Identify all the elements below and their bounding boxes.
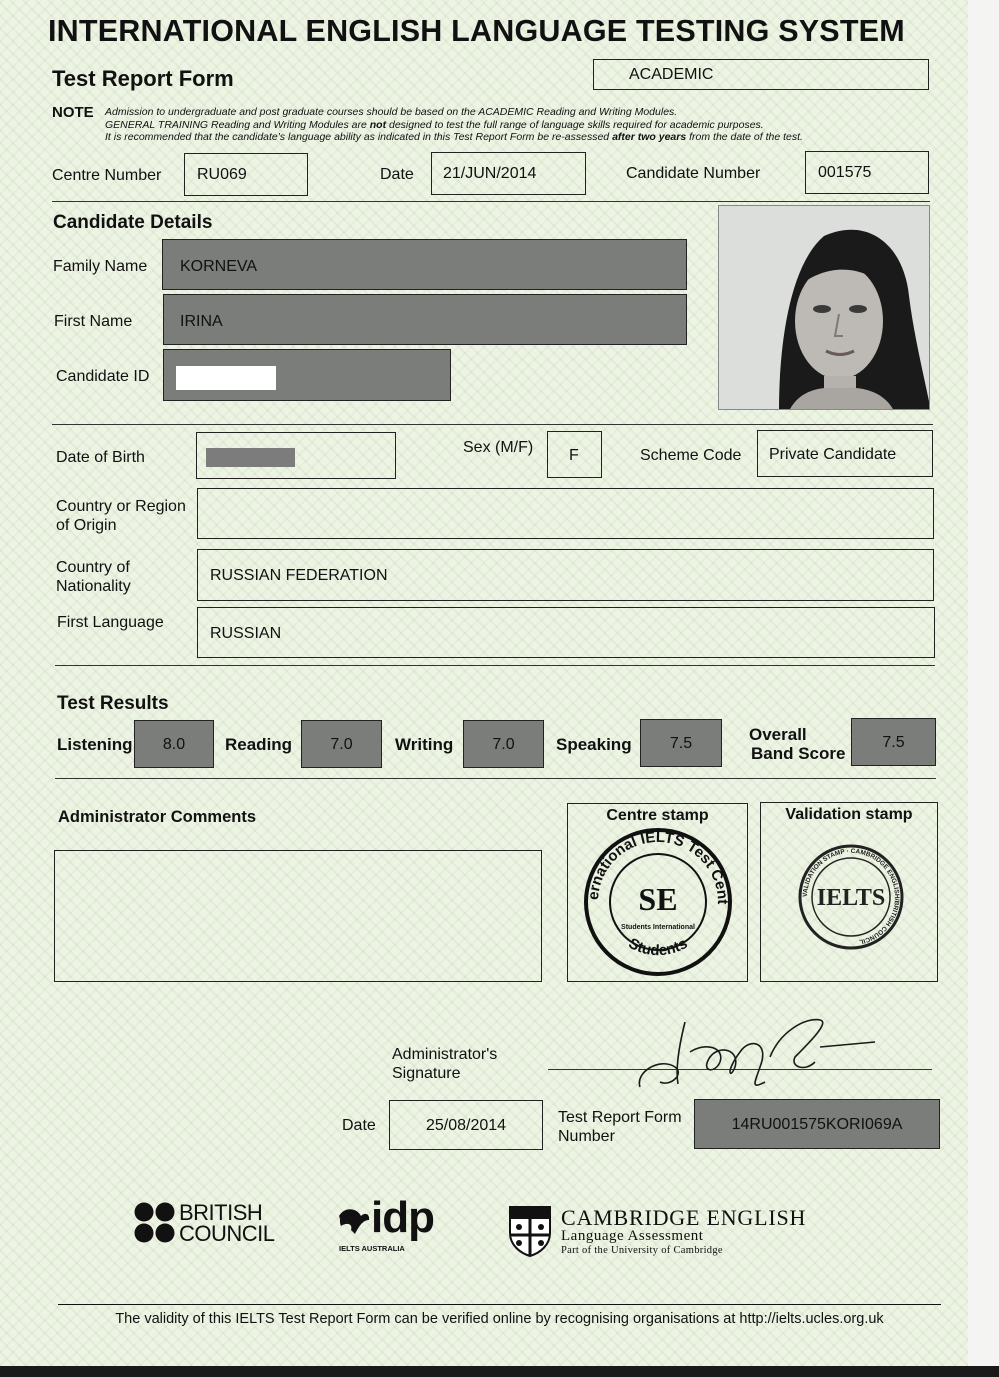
validation-stamp-label: Validation stamp [785, 806, 913, 823]
admin-comments-label: Administrator Comments [58, 808, 257, 826]
listening-label: Listening [57, 735, 133, 754]
footer-verification-text: The validity of this IELTS Test Report Form can be verified online by recognising organisations at http://ielts.ucles.org.uk [115, 1311, 884, 1327]
trf-number-label: Test Report Form Number [558, 1109, 682, 1145]
test-results-title: Test Results [57, 693, 169, 714]
sex-label: Sex (M/F) [463, 439, 534, 456]
scan-edge [0, 1366, 999, 1377]
british-council-text-2: COUNCIL [179, 1221, 275, 1246]
british-council-text-1: BRITISH [179, 1200, 263, 1225]
centre-stamp-logo: SE [638, 881, 678, 917]
first-name-label: First Name [54, 313, 133, 330]
overall-band-label: Overall Band Score [749, 725, 846, 763]
dob-label: Date of Birth [56, 449, 145, 466]
divider [52, 424, 933, 425]
dob-redaction [206, 448, 295, 467]
sex-value: F [569, 447, 579, 464]
cambridge-text-2: Language Assessment [561, 1228, 704, 1244]
centre-stamp-ring-bottom: Students [625, 934, 691, 960]
candidate-id-label: Candidate ID [56, 368, 150, 385]
cambridge-english-logo [508, 1205, 828, 1259]
centre-stamp-label: Centre stamp [606, 807, 709, 824]
note-line-2: GENERAL TRAINING Reading and Writing Modules are not designed to test the full range of language skills required for academic purposes. [105, 119, 764, 131]
writing-score: 7.0 [492, 736, 515, 753]
overall-score: 7.5 [882, 734, 905, 751]
reading-score: 7.0 [330, 736, 353, 753]
reading-label: Reading [225, 735, 293, 754]
footer-divider [58, 1304, 941, 1305]
svg-text:Students [626, 935, 691, 959]
family-name-label: Family Name [53, 258, 148, 275]
test-date-value: 21/JUN/2014 [443, 165, 537, 182]
cambridge-text-1: CAMBRIDGE ENGLISH [561, 1205, 807, 1230]
validation-stamp-seal [797, 843, 905, 951]
note-line-3: It is recommended that the candidate's language ability as indicated in this Test Report Form be re-assessed after two years from the date of the test. [105, 131, 803, 143]
cambridge-shield-icon [508, 1205, 552, 1257]
writing-label: Writing [395, 735, 454, 754]
idp-logo [337, 1193, 441, 1255]
divider [52, 201, 930, 202]
origin-box [197, 488, 934, 539]
note-label: NOTE [52, 104, 94, 121]
first-language-value: RUSSIAN [210, 625, 282, 642]
centre-stamp-seal [579, 826, 737, 978]
document-title: INTERNATIONAL ENGLISH LANGUAGE TESTING SYSTEM [48, 14, 905, 48]
scan-margin [968, 0, 999, 1377]
first-language-box [197, 607, 935, 658]
british-council-logo [134, 1202, 274, 1246]
issue-date-label: Date [342, 1117, 376, 1134]
british-council-dots-icon [134, 1202, 178, 1244]
first-name-box [163, 294, 687, 345]
speaking-label: Speaking [556, 735, 632, 754]
idp-subtext: IELTS AUSTRALIA [339, 1244, 405, 1253]
candidate-details-title: Candidate Details [53, 212, 213, 233]
test-date-label: Date [380, 166, 414, 183]
module-value: ACADEMIC [629, 66, 714, 83]
candidate-number-label: Candidate Number [626, 165, 761, 182]
centre-stamp-ring-top: ernational IELTS Test Cent [584, 828, 732, 905]
scheme-code-label: Scheme Code [640, 447, 742, 464]
validation-stamp-ring: VALIDATION STAMP · CAMBRIDGE ENGLISH/BRITISH COUNCIL [801, 847, 901, 946]
centre-number-value: RU069 [197, 166, 247, 183]
admin-comments-box [54, 850, 542, 982]
validation-stamp-logo: IELTS [816, 885, 886, 911]
centre-number-label: Centre Number [52, 167, 162, 184]
divider [55, 778, 936, 779]
first-language-label: First Language [57, 614, 164, 631]
family-name-value: KORNEVA [180, 258, 258, 275]
centre-stamp-sub: Students International [621, 924, 695, 931]
nationality-value: RUSSIAN FEDERATION [210, 567, 388, 584]
idp-text: idp [371, 1193, 434, 1242]
origin-label: Country or Region of Origin [56, 498, 186, 534]
divider [55, 665, 935, 666]
scheme-code-value: Private Candidate [769, 446, 897, 463]
listening-score: 8.0 [162, 736, 186, 753]
idp-bird-icon [337, 1204, 371, 1240]
first-name-value: IRINA [180, 313, 223, 330]
cambridge-text-3: Part of the University of Cambridge [561, 1245, 723, 1256]
trf-number-value: 14RU001575KORI069A [731, 1116, 903, 1133]
speaking-score: 7.5 [669, 735, 693, 752]
candidate-id-redaction [176, 366, 276, 390]
signature-label: Administrator's Signature [392, 1046, 498, 1082]
candidate-number-value: 001575 [818, 164, 872, 181]
nationality-label: Country of Nationality [56, 559, 131, 595]
handwritten-signature [630, 1012, 890, 1094]
note-line-1: Admission to undergraduate and post graduate courses should be based on the ACADEMIC Reading and Writing Modules. [105, 106, 678, 118]
portrait-image [719, 206, 930, 410]
form-title: Test Report Form [52, 66, 234, 91]
issue-date-value: 25/08/2014 [425, 1117, 507, 1134]
candidate-photo [718, 205, 930, 410]
